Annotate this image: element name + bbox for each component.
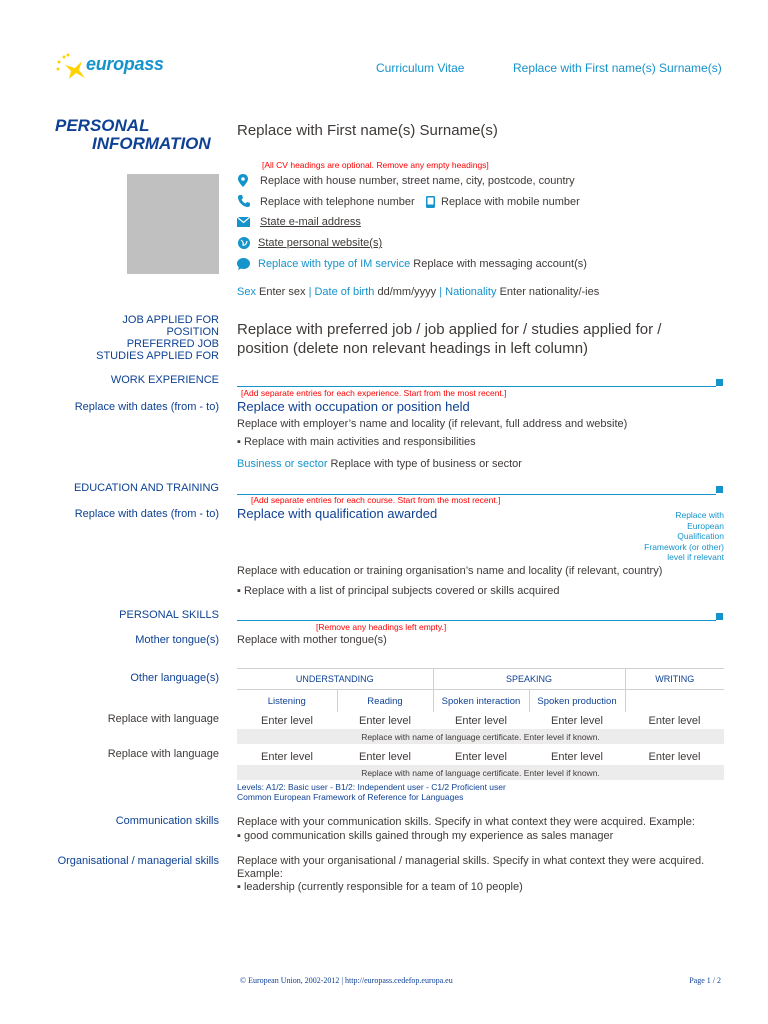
education-qualification: Replace with qualification awarded [237,506,438,521]
header-doc-type: Curriculum Vitae [376,61,465,75]
dob-label: | Date of birth [308,286,375,298]
job-text-line-2: position (delete non relevant headings in left column) [237,340,589,357]
certificate-row-1 [237,729,724,744]
telephone-icon [238,195,250,207]
organisational-skills-desc-2: Example: [237,868,283,880]
personal-skills-heading: PERSONAL SKILLS [119,609,219,621]
skills-section-divider [237,620,716,621]
sub-spoken-production: Spoken production [529,690,625,713]
level-cell: Enter level [261,714,313,727]
sub-spoken-interaction: Spoken interaction [433,690,529,713]
footer-page-number: Page 1 / 2 [689,976,721,985]
job-label-1: JOB APPLIED FOR [122,314,219,326]
level-cell: Enter level [455,750,507,763]
education-note: [Add separate entries for each course. Start from the most recent.] [251,495,501,505]
sex-value: Enter sex [259,286,306,298]
work-note: [Add separate entries for each experience. Start from the most recent.] [241,388,507,398]
nationality-label: | Nationality [439,286,497,298]
col-speaking: SPEAKING [433,669,625,690]
col-writing: WRITING [625,669,724,690]
other-languages-label: Other language(s) [130,672,219,684]
communication-skills-example: ▪ good communication skills gained through my experience as sales manager [237,830,614,842]
work-employer: Replace with employer’s name and locality (if relevant, full address and website) [237,418,628,430]
education-section-marker [716,486,723,493]
level-cell: Enter level [648,714,701,727]
job-label-2: POSITION [166,326,219,338]
im-row-text [258,258,587,270]
work-dates: Replace with dates (from - to) [74,401,219,413]
education-dates: Replace with dates (from - to) [74,508,219,520]
eqf-line-3: Qualification [677,531,724,541]
email-icon [237,217,250,227]
section-title-information: INFORMATION [92,134,211,153]
email-text[interactable]: State e-mail address [260,216,361,228]
levels-legend [237,782,506,802]
level-cell: Enter level [551,714,603,727]
work-activities: ▪ Replace with main activities and responsibilities [237,436,476,448]
eqf-line-5: level if relevant [667,552,724,562]
eqf-line-4: Framework (or other) [644,541,724,552]
language-row-2 [237,748,724,765]
language-name-1: Replace with language [107,713,219,725]
header-name: Replace with First name(s) Surname(s) [513,61,722,75]
level-cell: Enter level [359,714,411,727]
mobile-text: Replace with mobile number [441,196,580,208]
skills-note: [Remove any headings left empty.] [316,622,447,632]
sub-writing [625,690,724,713]
job-text-line-1: Replace with preferred job / job applied for / studies applied for / [237,321,662,338]
sub-reading: Reading [337,690,433,713]
mother-tongue-value: Replace with mother tongue(s) [237,634,387,646]
education-organisation: Replace with education or training organisation’s name and locality (if relevant, country) [237,565,663,577]
education-heading: EDUCATION AND TRAINING [73,482,219,494]
eqf-level [644,510,724,563]
skills-section-marker [716,613,723,620]
certificate-text: Replace with name of language certificate. Enter level if known. [237,765,724,780]
full-name: Replace with First name(s) Surname(s) [237,122,498,139]
eqf-line-1: Replace with [675,510,724,520]
photo-placeholder[interactable] [127,174,219,274]
website-text[interactable]: State personal website(s) [258,237,383,249]
level-cell: Enter level [551,750,603,763]
im-account-value: Replace with messaging account(s) [413,258,587,270]
europass-star-icon [55,52,89,82]
level-cell: Enter level [648,750,701,763]
optional-headings-note: [All CV headings are optional. Remove any empty headings] [262,160,489,170]
work-section-marker [716,379,723,386]
mother-tongue-label: Mother tongue(s) [135,634,219,646]
work-sector-label: Business or sector [237,458,328,470]
work-sector-row [237,458,522,470]
dob-value: dd/mm/yyyy [377,286,437,298]
levels-note: Levels: A1/2: Basic user - B1/2: Independent user - C1/2 Proficient user [237,782,506,792]
organisational-skills-label: Organisational / managerial skills [57,855,219,867]
communication-skills-label: Communication skills [115,815,219,827]
education-subjects: ▪ Replace with a list of principal subjects covered or skills acquired [237,585,560,597]
sub-listening: Listening [237,690,337,713]
job-label-3: PREFERRED JOB [126,338,219,350]
work-section-divider [237,386,716,387]
col-understanding: UNDERSTANDING [237,669,433,690]
section-title-personal: PERSONAL [55,116,150,135]
organisational-skills-example: ▪ leadership (currently responsible for a team of 10 people) [237,881,523,893]
sex-label: Sex [237,286,256,298]
cefr-note: Common European Framework of Reference for Languages [237,792,464,802]
footer-copyright: © European Union, 2002-2012 | http://europass.cedefop.europa.eu [240,976,453,985]
personal-details-line [237,286,599,298]
organisational-skills-desc: Replace with your organisational / managerial skills. Specify in what context they were acquired. [237,855,705,867]
telephone-text: Replace with telephone number [260,196,415,208]
language-table [237,668,724,780]
language-table-subheader [237,690,724,713]
level-cell: Enter level [359,750,411,763]
work-experience-heading: WORK EXPERIENCE [110,374,219,386]
mobile-phone-icon [426,196,435,208]
globe-icon [238,237,250,249]
language-table-header [237,669,724,690]
europass-logo-text: europass [86,54,164,74]
certificate-text: Replace with name of language certificate. Enter level if known. [237,729,724,744]
communication-skills-text [237,815,695,843]
address-text: Replace with house number, street name, city, postcode, country [260,175,575,187]
level-cell: Enter level [455,714,507,727]
organisational-skills-text [237,855,704,894]
chat-bubble-icon [237,258,250,270]
eqf-line-2: European [687,520,724,531]
location-pin-icon [238,174,248,187]
communication-skills-desc: Replace with your communication skills. Specify in what context they were acquired. Example: [237,816,695,828]
level-cell: Enter level [261,750,313,763]
language-row-1 [237,712,724,729]
work-position: Replace with occupation or position held [237,399,470,414]
job-label-4: STUDIES APPLIED FOR [96,350,219,362]
im-service-label: Replace with type of IM service [258,258,411,270]
work-sector-value: Replace with type of business or sector [330,458,522,470]
nationality-value: Enter nationality/-ies [499,286,600,298]
certificate-row-2 [237,765,724,780]
language-name-2: Replace with language [107,748,219,760]
